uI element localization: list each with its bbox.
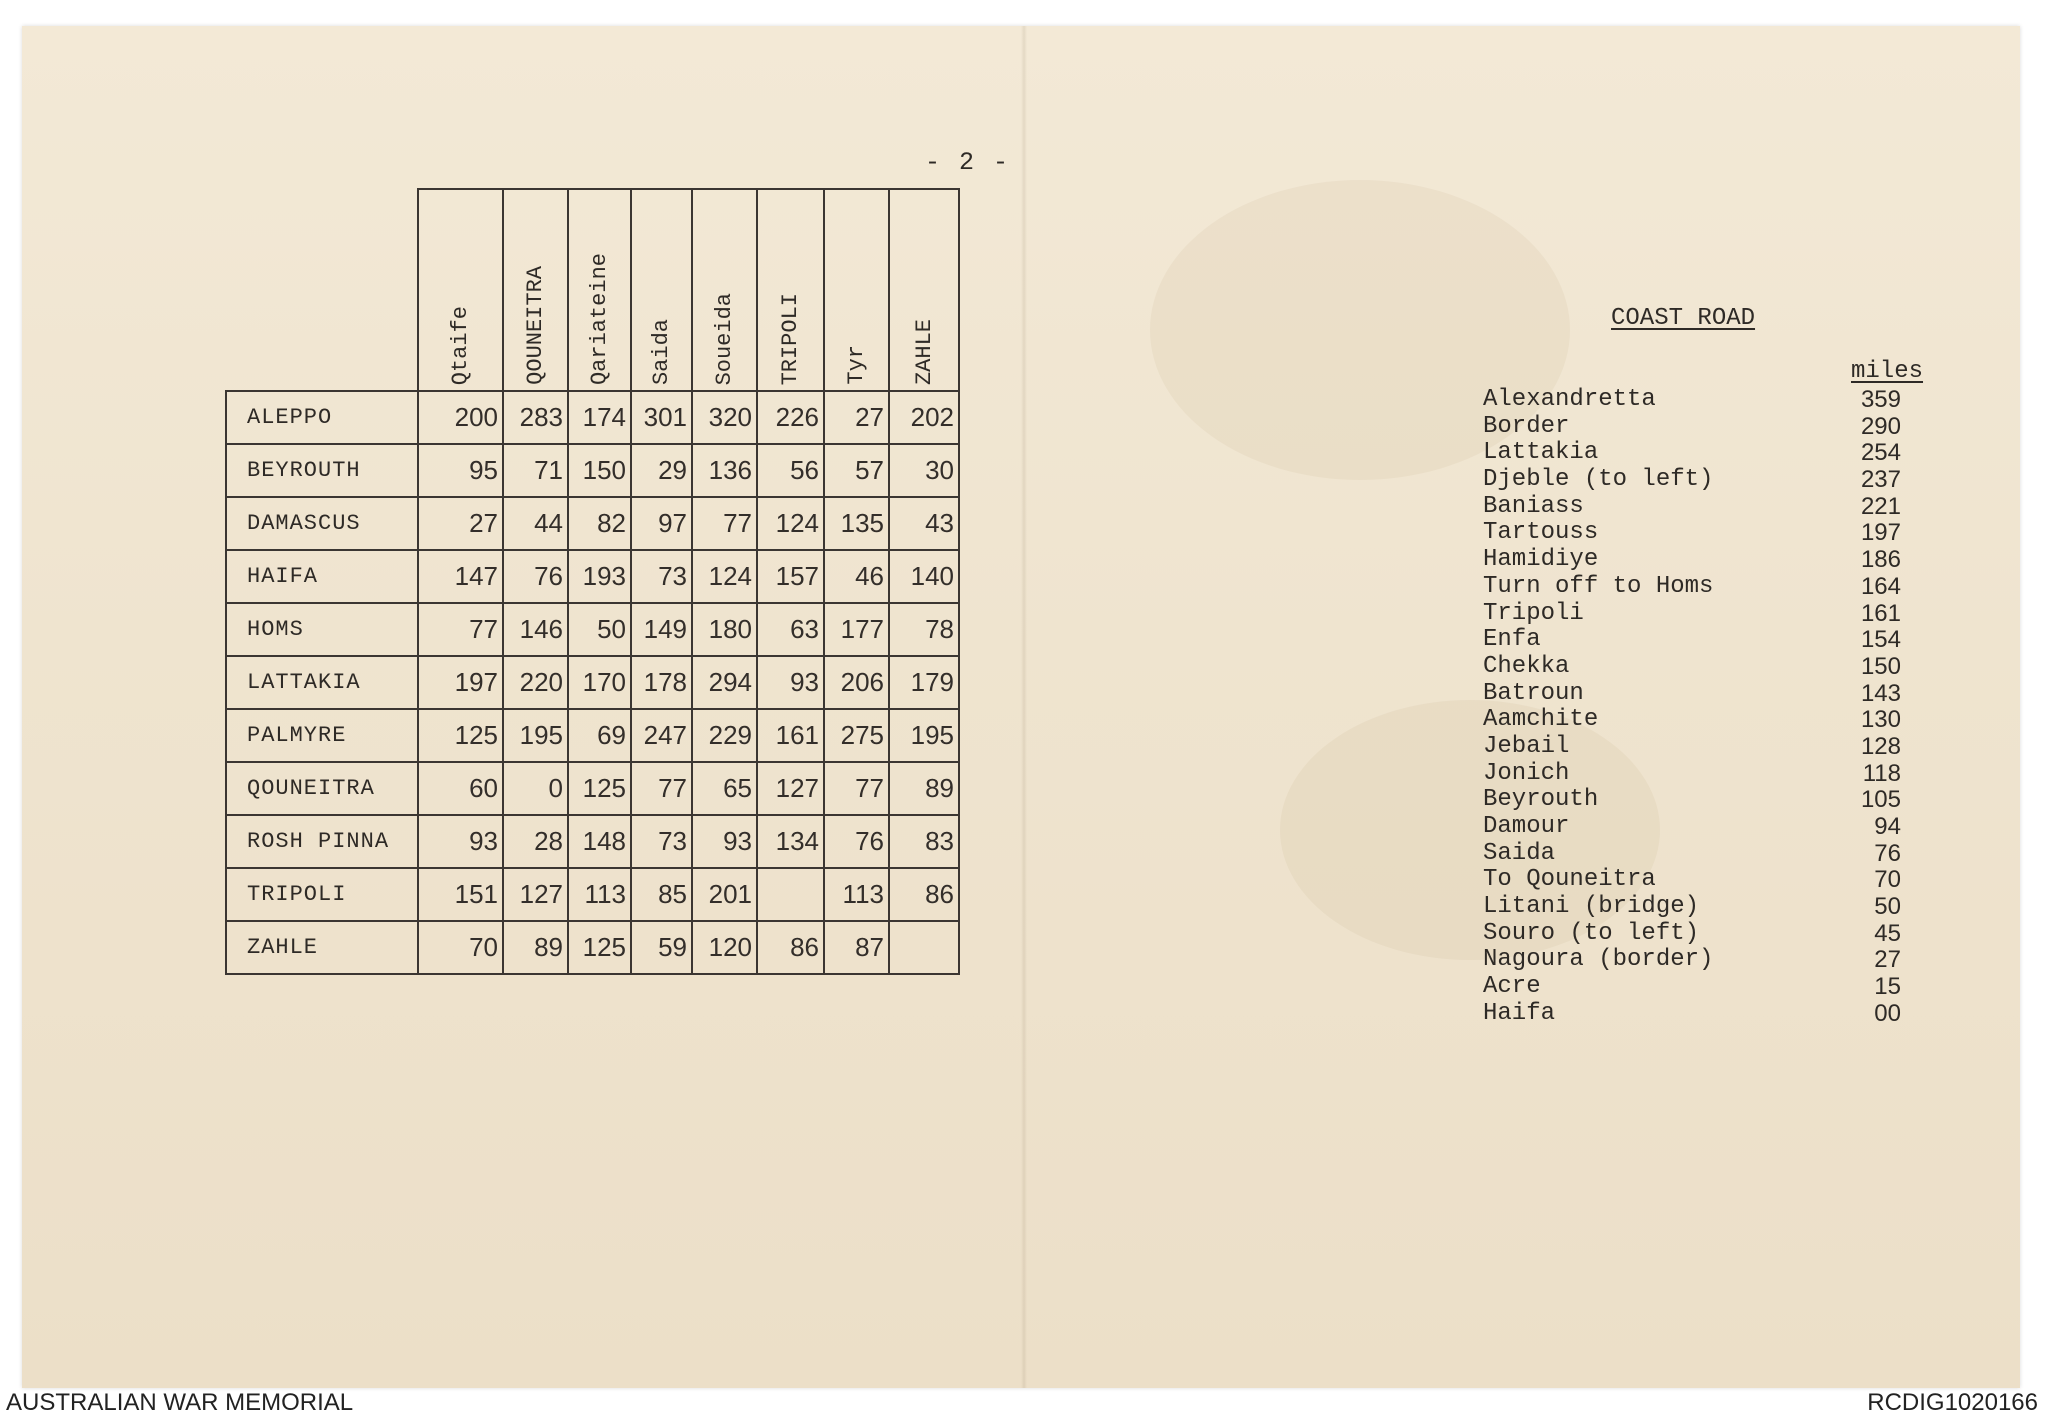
column-header (418, 189, 503, 391)
distance-cell: 65 (692, 762, 757, 815)
place-name: Souro (to left) (1483, 919, 1700, 947)
distance-cell: 59 (631, 921, 692, 974)
table-row (226, 762, 959, 815)
distance-cell: 87 (824, 921, 889, 974)
distance-cell: 220 (503, 656, 568, 709)
distance-cell: 76 (824, 815, 889, 868)
distance-cell: 93 (418, 815, 503, 868)
list-item (1483, 601, 1933, 628)
miles-value: 128 (1860, 732, 1901, 760)
distance-cell: 161 (757, 709, 824, 762)
distance-cell: 134 (757, 815, 824, 868)
footer-institution: AUSTRALIAN WAR MEMORIAL (6, 1389, 354, 1416)
miles-value: 15 (1874, 973, 1901, 1001)
table-row (226, 391, 959, 444)
distance-cell: 85 (631, 868, 692, 921)
place-name: Saida (1483, 839, 1556, 867)
distance-cell: 71 (503, 444, 568, 497)
miles-value: 154 (1860, 626, 1901, 654)
list-item (1483, 387, 1933, 414)
distance-cell: 69 (568, 709, 631, 762)
miles-value: 105 (1860, 786, 1901, 814)
place-name: Turn off to Homs (1483, 572, 1714, 600)
distance-cell: 136 (692, 444, 757, 497)
place-name: Enfa (1483, 626, 1541, 654)
list-item (1483, 707, 1933, 734)
distance-table-header-row (226, 189, 959, 391)
footer-catalog-id: RCDIG1020166 (1867, 1389, 2038, 1416)
distance-cell: 247 (631, 709, 692, 762)
distance-cell: 57 (824, 444, 889, 497)
row-label: ZAHLE (226, 921, 418, 974)
table-row (226, 709, 959, 762)
miles-value: 27 (1874, 946, 1901, 974)
distance-cell: 135 (824, 497, 889, 550)
distance-cell: 86 (757, 921, 824, 974)
distance-cell: 43 (889, 497, 959, 550)
miles-value: 221 (1860, 492, 1901, 520)
distance-cell: 157 (757, 550, 824, 603)
page-number: - 2 - (925, 148, 1011, 177)
column-header-label: Qtaife (448, 305, 473, 385)
list-item (1483, 841, 1933, 868)
list-item (1483, 734, 1933, 761)
distance-cell: 63 (757, 603, 824, 656)
distance-cell: 226 (757, 391, 824, 444)
distance-cell: 179 (889, 656, 959, 709)
distance-cell: 125 (568, 921, 631, 974)
distance-cell: 113 (824, 868, 889, 921)
distance-cell: 125 (568, 762, 631, 815)
place-name: Chekka (1483, 652, 1570, 680)
place-name: Hamidiye (1483, 546, 1599, 574)
table-corner-cell (226, 189, 418, 391)
miles-value: 359 (1860, 386, 1901, 413)
distance-cell: 124 (692, 550, 757, 603)
distance-cell: 294 (692, 656, 757, 709)
list-item (1483, 414, 1933, 441)
miles-column-label: miles (1851, 358, 1924, 385)
miles-value: 76 (1874, 839, 1901, 867)
place-name: Haifa (1483, 999, 1556, 1027)
place-name: Beyrouth (1483, 786, 1599, 814)
distance-cell: 283 (503, 391, 568, 444)
distance-cell: 56 (757, 444, 824, 497)
distance-cell: 77 (692, 497, 757, 550)
distance-cell: 140 (889, 550, 959, 603)
distance-cell: 201 (692, 868, 757, 921)
list-item (1483, 814, 1933, 841)
list-item (1483, 894, 1933, 921)
distance-cell: 149 (631, 603, 692, 656)
row-label: PALMYRE (226, 709, 418, 762)
column-header-label: Saida (649, 318, 674, 385)
column-header-label: Soueida (712, 292, 737, 385)
distance-cell: 28 (503, 815, 568, 868)
column-header-label: TRIPOLI (778, 292, 803, 385)
column-header (824, 189, 889, 391)
distance-cell: 148 (568, 815, 631, 868)
list-item (1483, 681, 1933, 708)
distance-cell: 76 (503, 550, 568, 603)
distance-cell: 70 (418, 921, 503, 974)
column-header (568, 189, 631, 391)
distance-cell: 27 (824, 391, 889, 444)
list-item (1483, 654, 1933, 681)
column-header-label: ZAHLE (911, 318, 937, 385)
coast-road-title: COAST ROAD (1611, 305, 1756, 332)
place-name: Alexandretta (1483, 386, 1656, 413)
place-name: Nagoura (border) (1483, 946, 1714, 974)
distance-cell: 320 (692, 391, 757, 444)
distance-cell: 29 (631, 444, 692, 497)
distance-cell: 180 (692, 603, 757, 656)
table-row (226, 815, 959, 868)
list-item (1483, 627, 1933, 654)
place-name: Jonich (1483, 759, 1570, 787)
table-row (226, 868, 959, 921)
distance-cell: 73 (631, 550, 692, 603)
column-header (631, 189, 692, 391)
miles-value: 50 (1874, 893, 1901, 921)
row-label: ROSH PINNA (226, 815, 418, 868)
table-row (226, 497, 959, 550)
row-label: HOMS (226, 603, 418, 656)
distance-table (225, 188, 960, 975)
distance-cell: 275 (824, 709, 889, 762)
miles-value: 164 (1860, 572, 1901, 600)
list-item (1483, 467, 1933, 494)
miles-value: 130 (1860, 706, 1901, 734)
distance-cell: 89 (503, 921, 568, 974)
row-label: LATTAKIA (226, 656, 418, 709)
distance-cell: 150 (568, 444, 631, 497)
distance-cell: 147 (418, 550, 503, 603)
miles-value: 45 (1874, 919, 1901, 947)
distance-cell (757, 868, 824, 921)
distance-cell: 78 (889, 603, 959, 656)
place-name: Aamchite (1483, 706, 1599, 734)
distance-cell (889, 921, 959, 974)
distance-cell: 195 (503, 709, 568, 762)
distance-cell: 77 (631, 762, 692, 815)
column-header (692, 189, 757, 391)
table-row (226, 603, 959, 656)
place-name: Tartouss (1483, 519, 1599, 547)
distance-cell: 0 (503, 762, 568, 815)
miles-value: 118 (1862, 759, 1901, 787)
distance-cell: 229 (692, 709, 757, 762)
row-label: BEYROUTH (226, 444, 418, 497)
distance-cell: 197 (418, 656, 503, 709)
place-name: To Qouneitra (1483, 866, 1656, 894)
miles-value: 197 (1860, 519, 1901, 547)
distance-cell: 170 (568, 656, 631, 709)
distance-cell: 95 (418, 444, 503, 497)
miles-value: 186 (1860, 546, 1901, 574)
list-item (1483, 547, 1933, 574)
place-name: Batroun (1483, 679, 1584, 707)
distance-cell: 77 (824, 762, 889, 815)
distance-cell: 193 (568, 550, 631, 603)
miles-value: 290 (1860, 412, 1901, 440)
distance-cell: 177 (824, 603, 889, 656)
distance-cell: 89 (889, 762, 959, 815)
miles-value: 161 (1860, 599, 1901, 627)
distance-cell: 50 (568, 603, 631, 656)
distance-cell: 97 (631, 497, 692, 550)
list-item (1483, 494, 1933, 521)
distance-cell: 206 (824, 656, 889, 709)
distance-cell: 83 (889, 815, 959, 868)
list-item (1483, 520, 1933, 547)
distance-cell: 146 (503, 603, 568, 656)
place-name: Baniass (1483, 492, 1584, 520)
place-name: Jebail (1483, 732, 1570, 760)
miles-value: 237 (1860, 466, 1901, 494)
list-item (1483, 1001, 1933, 1028)
list-item (1483, 761, 1933, 788)
distance-cell: 301 (631, 391, 692, 444)
list-item (1483, 440, 1933, 467)
distance-cell: 124 (757, 497, 824, 550)
column-header (503, 189, 568, 391)
table-row (226, 656, 959, 709)
distance-cell: 125 (418, 709, 503, 762)
distance-cell: 73 (631, 815, 692, 868)
miles-value: 150 (1860, 652, 1901, 680)
distance-cell: 86 (889, 868, 959, 921)
column-header-label: Tyr (844, 345, 869, 385)
distance-cell: 174 (568, 391, 631, 444)
distance-cell: 127 (503, 868, 568, 921)
place-name: Border (1483, 412, 1570, 440)
distance-cell: 30 (889, 444, 959, 497)
distance-cell: 46 (824, 550, 889, 603)
distance-cell: 44 (503, 497, 568, 550)
distance-cell: 151 (418, 868, 503, 921)
distance-cell: 120 (692, 921, 757, 974)
list-item (1483, 574, 1933, 601)
distance-cell: 113 (568, 868, 631, 921)
list-item (1483, 947, 1933, 974)
row-label: TRIPOLI (226, 868, 418, 921)
row-label: HAIFA (226, 550, 418, 603)
place-name: Tripoli (1483, 599, 1584, 627)
distance-cell: 27 (418, 497, 503, 550)
distance-cell: 93 (757, 656, 824, 709)
list-item (1483, 974, 1933, 1001)
table-row (226, 921, 959, 974)
distance-cell: 200 (418, 391, 503, 444)
miles-value: 00 (1874, 999, 1901, 1027)
distance-cell: 60 (418, 762, 503, 815)
place-name: Acre (1483, 973, 1541, 1001)
row-label: DAMASCUS (226, 497, 418, 550)
miles-value: 254 (1860, 439, 1901, 467)
distance-cell: 77 (418, 603, 503, 656)
distance-cell: 195 (889, 709, 959, 762)
row-label: ALEPPO (226, 391, 418, 444)
place-name: Damour (1483, 813, 1570, 840)
place-name: Litani (bridge) (1483, 893, 1700, 921)
table-row (226, 444, 959, 497)
place-name: Djeble (to left) (1483, 466, 1714, 494)
column-header (889, 189, 959, 391)
distance-cell: 82 (568, 497, 631, 550)
column-header (757, 189, 824, 391)
row-label: QOUNEITRA (226, 762, 418, 815)
distance-cell: 93 (692, 815, 757, 868)
distance-cell: 127 (757, 762, 824, 815)
column-header-label: QOUNEITRA (523, 266, 548, 385)
distance-cell: 178 (631, 656, 692, 709)
column-header-label: Qariateine (587, 252, 612, 385)
list-item (1483, 921, 1933, 948)
place-name: Lattakia (1483, 439, 1599, 467)
distance-cell: 202 (889, 391, 959, 444)
list-item (1483, 787, 1933, 814)
miles-value: 70 (1874, 866, 1901, 894)
miles-value: 143 (1860, 679, 1901, 707)
coast-road-list (1483, 387, 1933, 1028)
list-item (1483, 867, 1933, 894)
table-row (226, 550, 959, 603)
miles-value: 94 (1874, 813, 1901, 840)
page-fold-line (1021, 26, 1027, 1388)
